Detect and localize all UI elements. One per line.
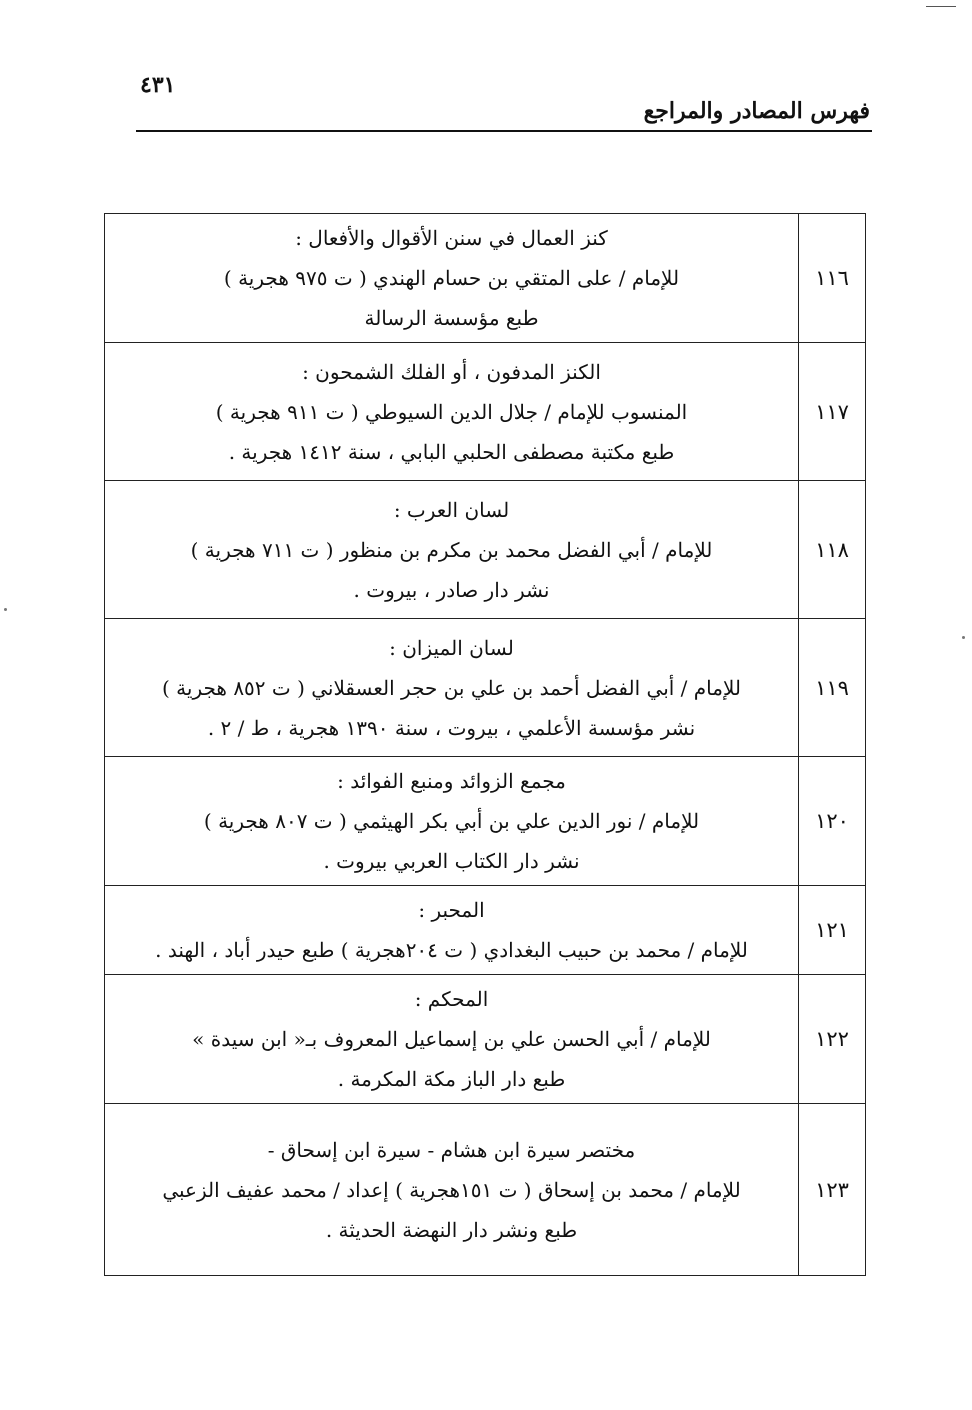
entry-author: للإمام / نور الدين علي بن أبي بكر الهيثمي ( ت ٨٠٧ هجرية ) bbox=[203, 809, 700, 833]
entry-number: ١١٨ bbox=[799, 481, 866, 619]
page-number: ٤٣١ bbox=[140, 72, 176, 98]
entry-text bbox=[105, 757, 799, 886]
entry-number: ١٢٢ bbox=[799, 975, 866, 1104]
entry-text bbox=[105, 481, 799, 619]
table-row bbox=[105, 886, 866, 975]
scan-speck bbox=[962, 636, 965, 639]
entry-text bbox=[105, 214, 799, 343]
entry-text bbox=[105, 619, 799, 757]
entry-author: للإمام / أبي الحسن علي بن إسماعيل المعروف بـ« ابن سيدة » bbox=[192, 1027, 711, 1051]
entry-text bbox=[105, 886, 799, 975]
table-row bbox=[105, 975, 866, 1104]
entry-number: ١١٦ bbox=[799, 214, 866, 343]
entry-publisher: نشر دار الكتاب العربي بيروت . bbox=[323, 849, 580, 873]
table-row bbox=[105, 1104, 866, 1276]
entry-publisher: طبع ونشر دار النهضة الحديثة . bbox=[325, 1217, 578, 1242]
entry-title: المحكم : bbox=[414, 987, 489, 1011]
entry-author: للإمام / أبي الفضل أحمد بن علي بن حجر العسقلاني ( ت ٨٥٢ هجرية ) bbox=[162, 675, 741, 700]
scan-mark bbox=[926, 6, 956, 7]
entry-text bbox=[105, 975, 799, 1104]
table-row bbox=[105, 757, 866, 886]
entry-title: مختصر سيرة ابن هشام - سيرة ابن إسحاق - bbox=[267, 1137, 636, 1162]
scan-speck bbox=[4, 608, 7, 611]
running-title: فهرس المصادر والمراجع bbox=[643, 98, 870, 124]
entry-text bbox=[105, 1104, 799, 1276]
table-row bbox=[105, 214, 866, 343]
entry-title: المحبر : bbox=[418, 898, 485, 922]
entry-author: للإمام / على المتقي بن حسام الهندي ( ت ٩٧٥ هجرية ) bbox=[223, 266, 680, 290]
entry-title: كنز العمال في سنن الأقوال والأفعال : bbox=[295, 226, 608, 250]
entry-publisher: طبع مؤسسة الرسالة bbox=[364, 306, 539, 330]
entry-title: لسان الميزان : bbox=[389, 635, 514, 660]
entry-author: للإمام / محمد بن إسحاق ( ت ١٥١هجرية ) إعداد / محمد عفيف الزعبي bbox=[162, 1177, 741, 1202]
entry-number: ١٢٣ bbox=[799, 1104, 866, 1276]
entry-publisher: طبع مكتبة مصطفى الحلبي البابي ، سنة ١٤١٢ هجرية . bbox=[228, 439, 675, 464]
entry-author: المنسوب للإمام / جلال الدين السيوطي ( ت ٩١١ هجرية ) bbox=[215, 399, 688, 424]
entry-title: لسان العرب : bbox=[393, 497, 510, 522]
entry-number: ١١٩ bbox=[799, 619, 866, 757]
entry-text bbox=[105, 343, 799, 481]
table-row bbox=[105, 481, 866, 619]
entry-publisher: طبع دار الباز مكة المكرمة . bbox=[337, 1067, 566, 1091]
header-rule bbox=[136, 130, 872, 132]
table-row bbox=[105, 343, 866, 481]
entry-title: الكنز المدفون ، أو الفلك الشمحون : bbox=[302, 359, 601, 384]
entry-number: ١٢٠ bbox=[799, 757, 866, 886]
entry-title: مجمع الزوائد ومنبع الفوائد : bbox=[337, 769, 566, 793]
entry-author: للإمام / محمد بن حبيب البغدادي ( ت ٢٠٤هجرية ) طبع حيدر أباد ، الهند . bbox=[155, 938, 748, 962]
entry-number: ١٢١ bbox=[799, 886, 866, 975]
entry-number: ١١٧ bbox=[799, 343, 866, 481]
sources-table bbox=[104, 213, 866, 1276]
entry-author: للإمام / أبي الفضل محمد بن مكرم بن منظور ( ت ٧١١ هجرية ) bbox=[190, 537, 713, 562]
table-row bbox=[105, 619, 866, 757]
entry-publisher: نشر دار صادر ، بيروت . bbox=[353, 577, 550, 602]
entry-publisher: نشر مؤسسة الأعلمي ، بيروت ، سنة ١٣٩٠ هجرية ، ط / ٢ . bbox=[207, 715, 696, 740]
